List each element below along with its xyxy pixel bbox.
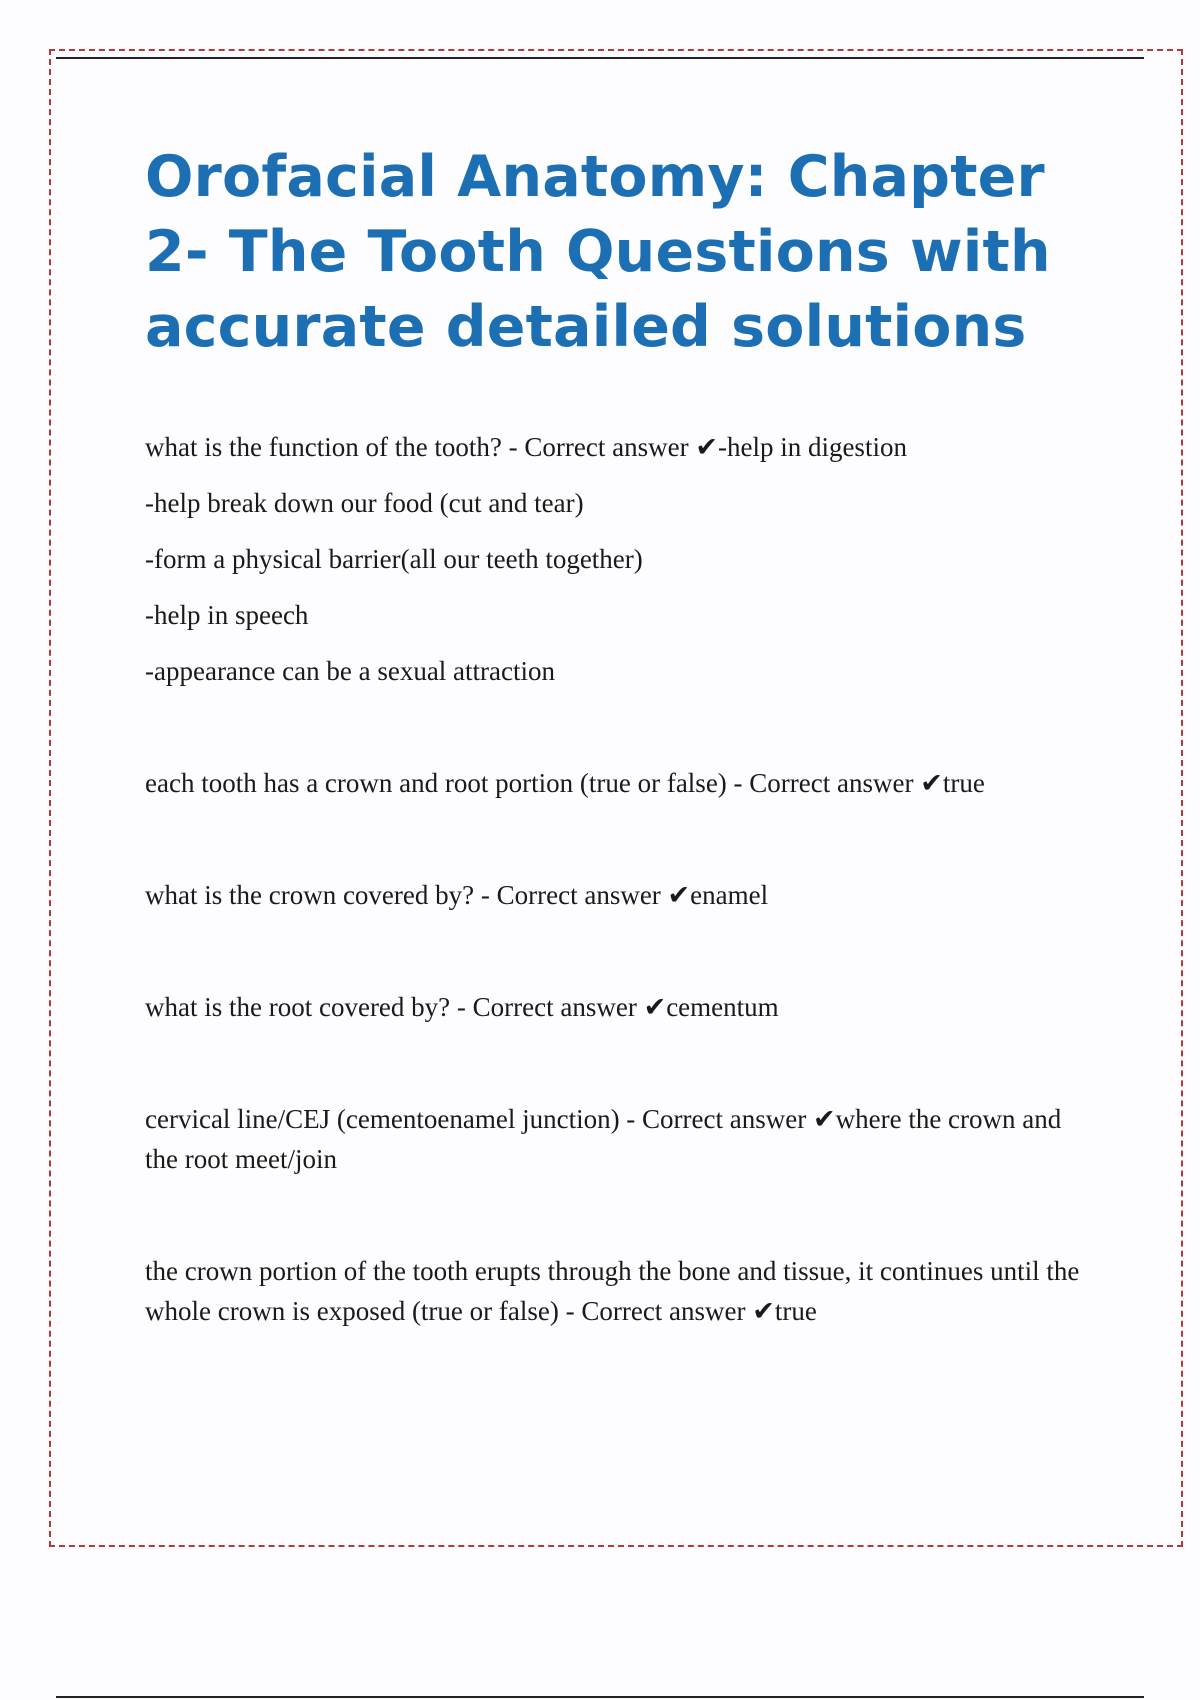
qa-item-2 [145, 763, 1085, 803]
check-icon: ✔ [643, 992, 667, 1022]
qa-answer-line: -appearance can be a sexual attraction [145, 656, 555, 686]
qa-question: what is the crown covered by? - Correct answer [145, 880, 668, 910]
qa-answer-line: -form a physical barrier(all our teeth together) [145, 544, 643, 574]
qa-answer: cementum [666, 992, 779, 1022]
document-content [145, 140, 1085, 1331]
qa-answer: where the crown and the root meet/join [145, 1104, 1062, 1174]
qa-item-1 [145, 427, 1085, 691]
qa-answer: -help in digestion [717, 432, 907, 462]
qa-item-6 [145, 1251, 1085, 1331]
qa-list [145, 427, 1085, 1331]
qa-question: each tooth has a crown and root portion (true or false) - Correct answer [145, 768, 921, 798]
qa-item-5 [145, 1099, 1085, 1179]
qa-answer-line: -help in speech [145, 600, 309, 630]
title-line-3: accurate detailed solutions [145, 294, 1027, 360]
check-icon: ✔ [752, 1296, 775, 1326]
check-icon: ✔ [667, 880, 691, 910]
check-icon: ✔ [920, 768, 943, 798]
qa-item-3 [145, 875, 1085, 915]
check-icon: ✔ [695, 432, 718, 462]
qa-question: the crown portion of the tooth erupts through the bone and tissue, it continues until the whole crown is exposed (true or false) - Correct answer [145, 1256, 1080, 1326]
qa-answer: true [774, 1296, 817, 1326]
title-line-2: 2- The Tooth Questions with [145, 219, 1051, 285]
check-icon: ✔ [812, 1104, 836, 1134]
title-line-1: Orofacial Anatomy: Chapter [145, 144, 1045, 210]
qa-question: what is the root covered by? - Correct answer [145, 992, 644, 1022]
bottom-rule [56, 1696, 1144, 1698]
qa-question: cervical line/CEJ (cementoenamel junction) - Correct answer [145, 1104, 813, 1134]
qa-answer: true [942, 768, 985, 798]
qa-answer: enamel [690, 880, 769, 910]
qa-item-4 [145, 987, 1085, 1027]
qa-answer-line: -help break down our food (cut and tear) [145, 488, 584, 518]
qa-question: what is the function of the tooth? - Correct answer [145, 432, 696, 462]
document-title [145, 140, 1085, 365]
